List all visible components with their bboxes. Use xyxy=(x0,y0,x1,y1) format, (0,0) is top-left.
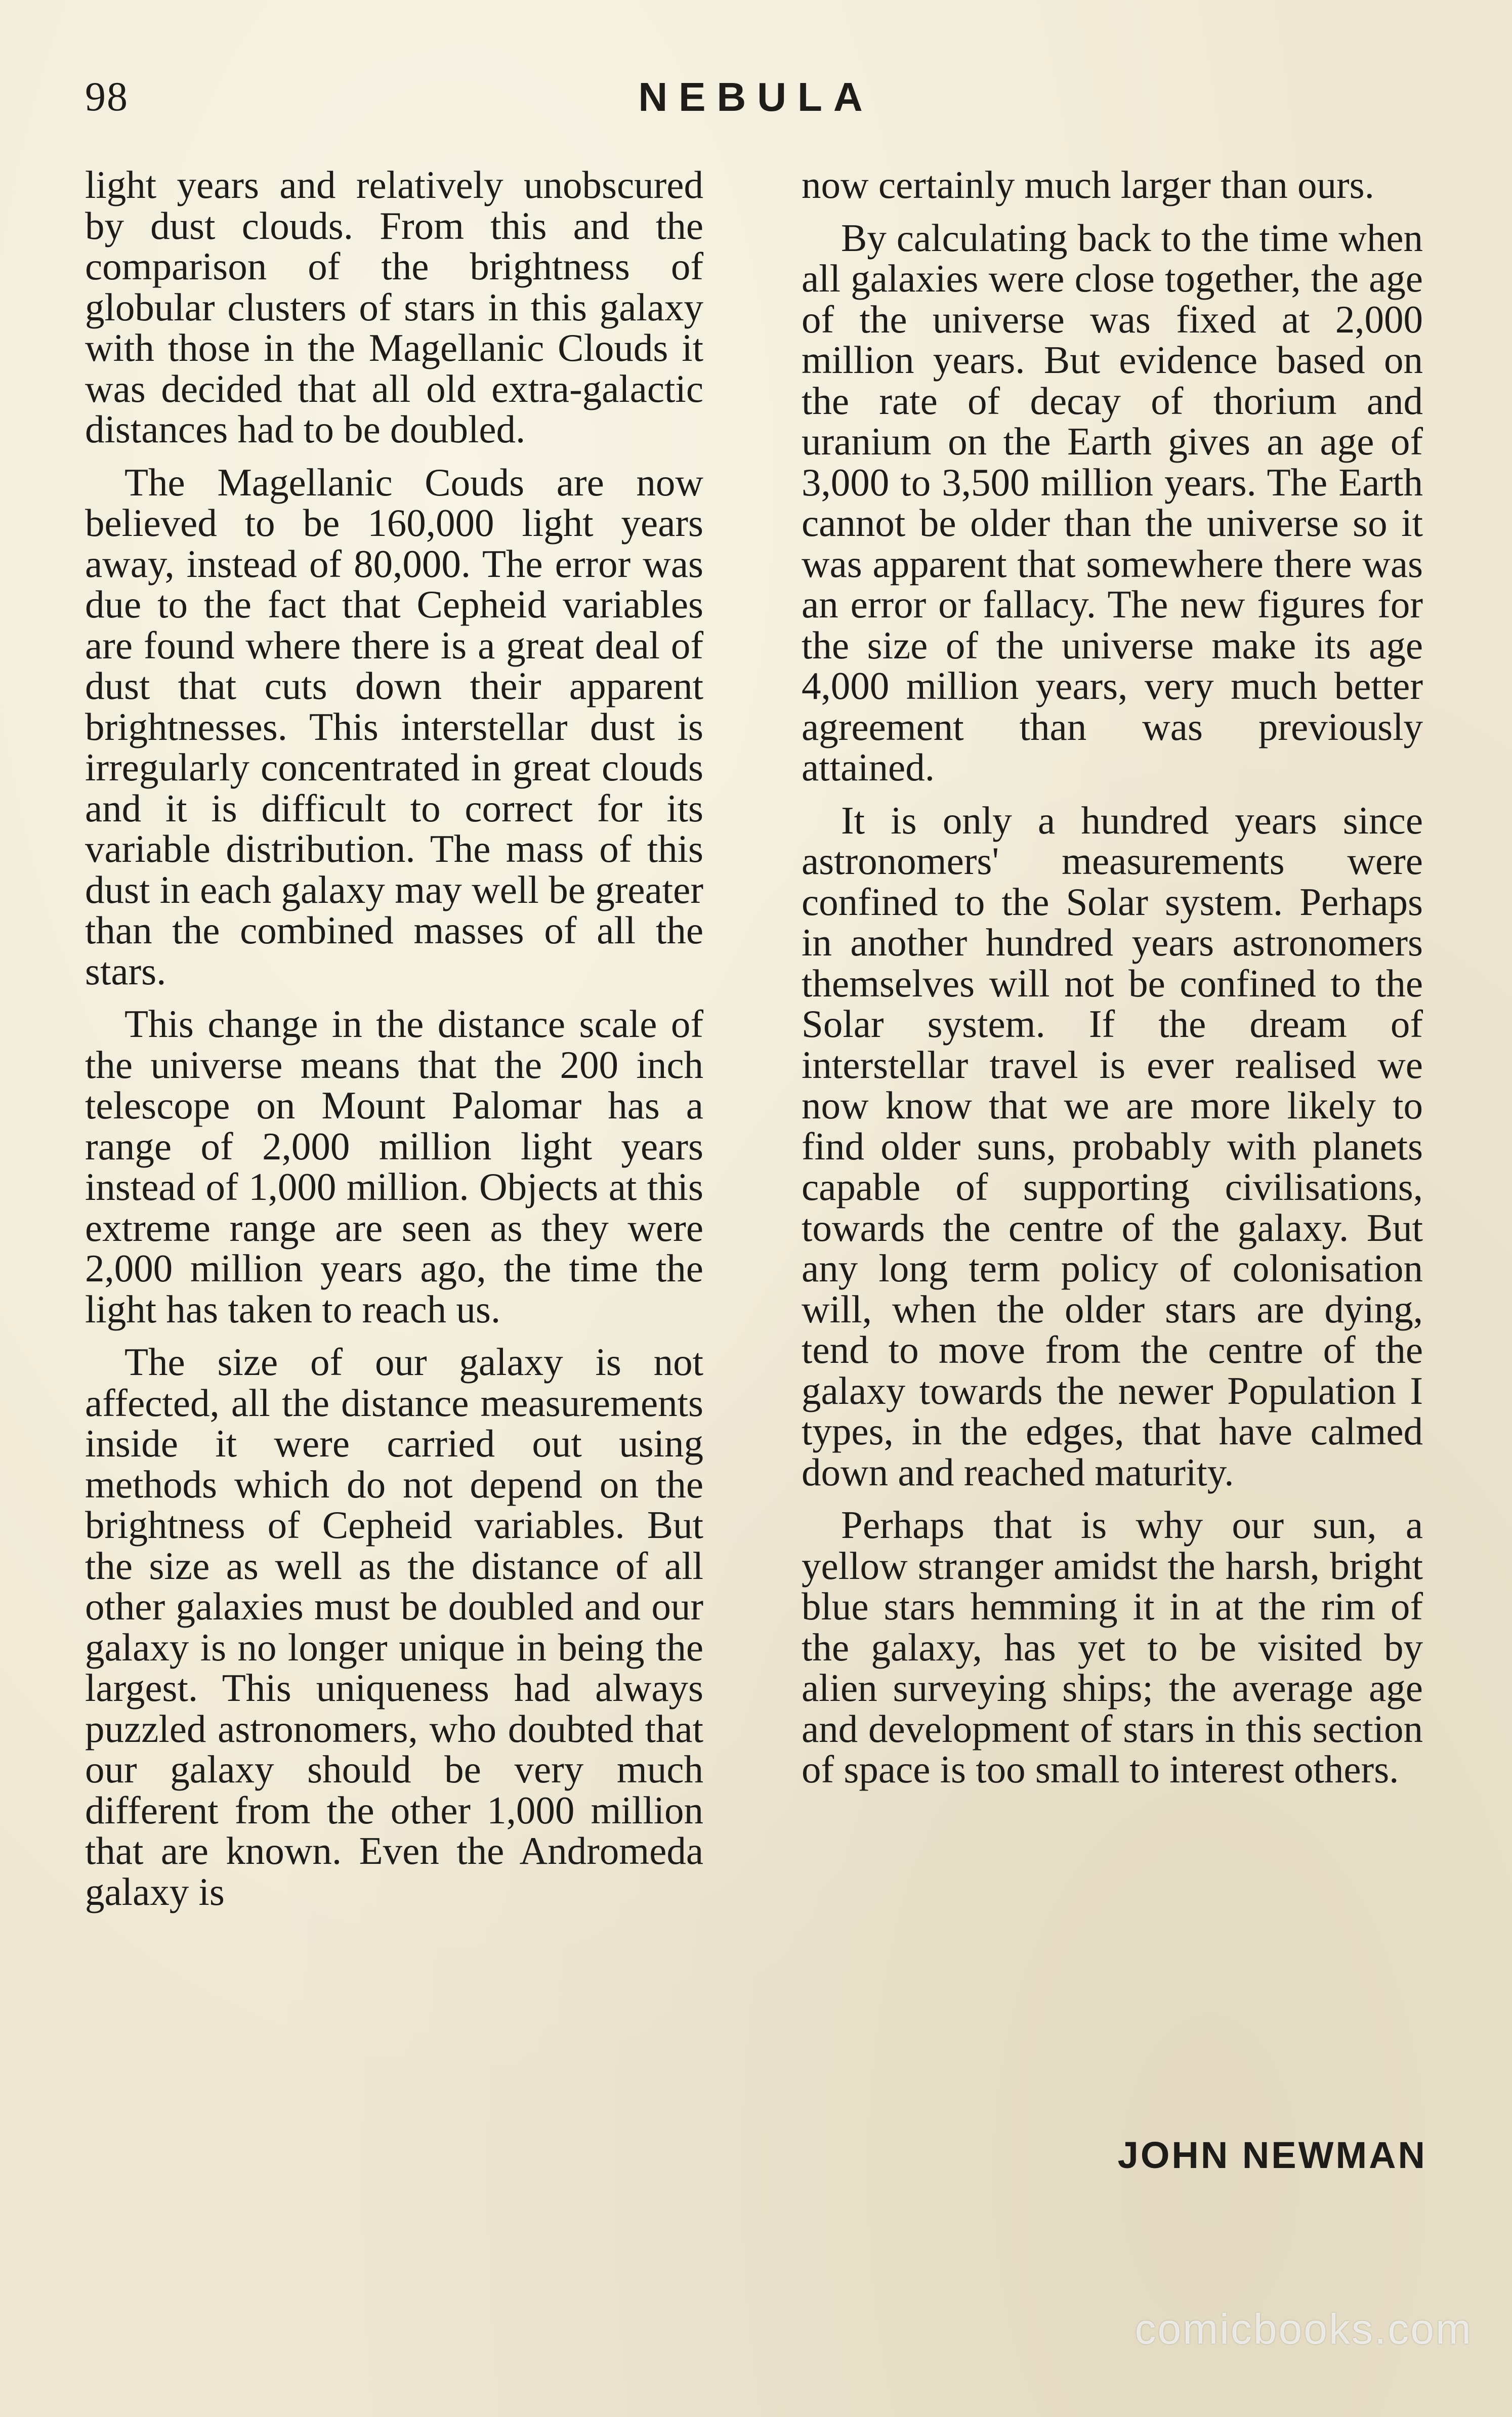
running-title: NEBULA xyxy=(638,74,874,119)
paragraph: By calculating back to the time when all galaxies were close together, the age of the universe was fixed at 2,000 million years. But evidence based on the rate of decay of thorium and uranium on the Earth gives an age of 3,000 to 3,500 million years. The Earth cannot be older than the universe so it was apparent that somewhere there was an error or fallacy. The new figures for the size of the universe make its age 4,000 million years, very much better agreement than was previously attained. xyxy=(802,216,1423,789)
author-byline: JOHN NEWMAN xyxy=(1117,2134,1427,2176)
left-column xyxy=(85,164,703,1924)
watermark: comicbooks.com xyxy=(1135,2305,1473,2353)
paragraph: This change in the distance scale of the universe means that the 200 inch telescope on Mount Palomar has a range of 2,000 million light years instead of 1,000 million. Objects at this extreme range are seen as they were 2,000 million years ago, the time the light has taken to reach us. xyxy=(85,1002,703,1331)
paragraph: It is only a hundred years since astronomers' measurements were confined to the Solar system. Perhaps in another hundred years astronomers themselves will not be confined to the Solar system. If the dream of interstellar travel is ever realised we now know that we are more likely to find older suns, probably with planets capable of supporting civilisations, towards the centre of the galaxy. But any long term policy of colonisation will, when the older stars are dying, tend to move from the centre of the galaxy towards the newer Population I types, in the edges, that have calmed down and reached maturity. xyxy=(802,798,1423,1494)
paragraph: Perhaps that is why our sun, a yellow stranger amidst the harsh, bright blue stars hemming it in at the rim of the galaxy, has yet to be visited by alien surveying ships; the average age and development of stars in this section of space is too small to interest others. xyxy=(802,1503,1423,1791)
paragraph: light years and relatively unobscured by dust clouds. From this and the comparison of the brightness of globular clusters of stars in this galaxy with those in the Magellanic Clouds it was decided that all old extra-galactic distances had to be doubled. xyxy=(85,163,703,451)
right-column xyxy=(802,164,1423,1802)
paragraph: The size of our galaxy is not affected, all the distance measurements inside it were carried out using methods which do not depend on the brightness of Cepheid variables. But the size as well as the distance of all other galaxies must be doubled and our galaxy is no longer unique in being the largest. This uniqueness had always puzzled astronomers, who doubted that our galaxy should be very much different from the other 1,000 million that are known. Even the Andromeda galaxy is xyxy=(85,1340,703,1913)
paragraph: The Magellanic Couds are now believed to be 160,000 light years away, instead of 80,000. The error was due to the fact that Cepheid variables are found where there is a great deal of dust that cuts down their apparent brightnesses. This interstellar dust is irregularly concentrated in great clouds and it is difficult to correct for its variable distribution. The mass of this dust in each galaxy may well be greater than the combined masses of all the stars. xyxy=(85,460,703,993)
paragraph: now certainly much larger than ours. xyxy=(802,163,1374,206)
page-number: 98 xyxy=(85,73,129,119)
